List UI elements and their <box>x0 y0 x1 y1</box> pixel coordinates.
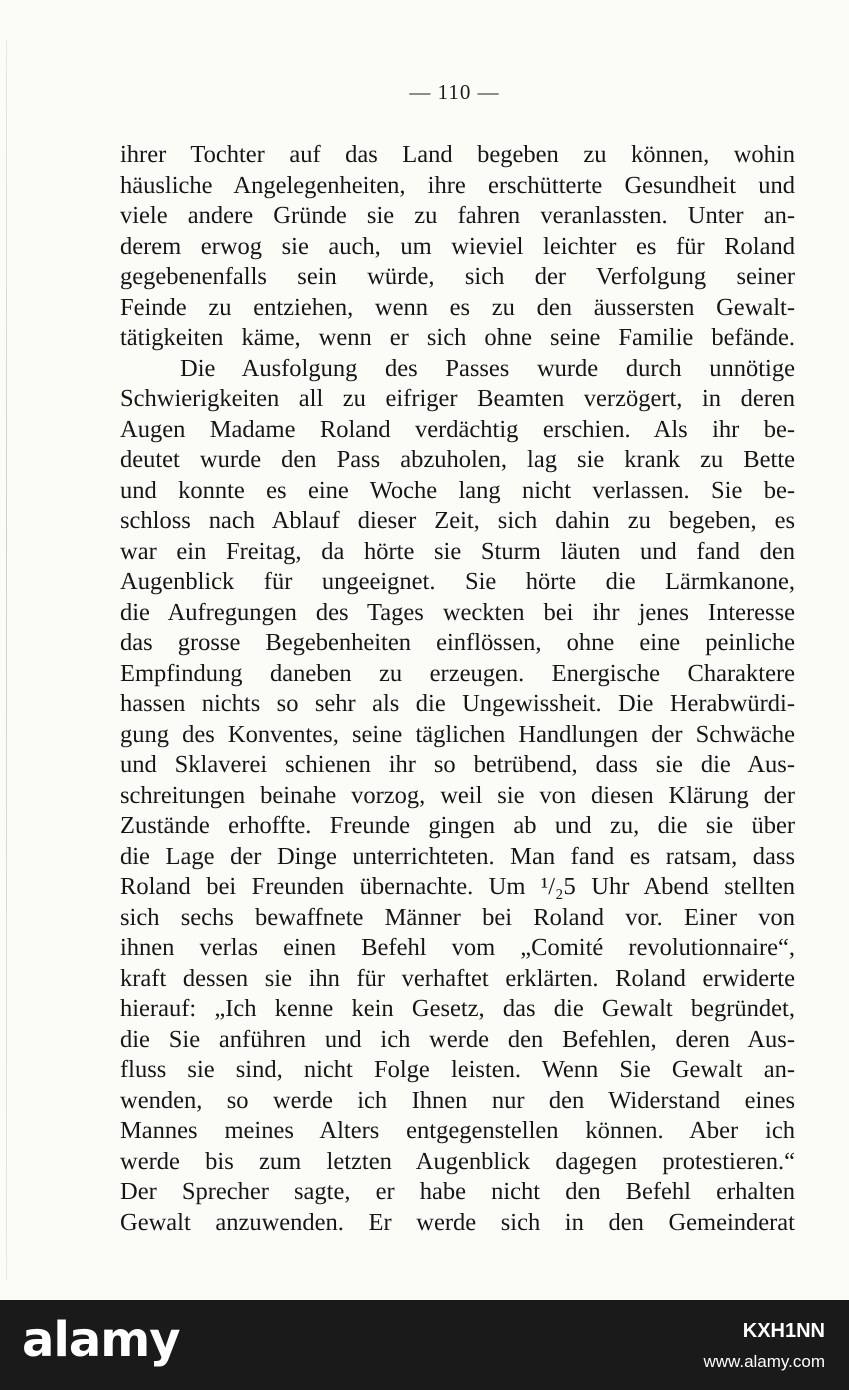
text-line: die Lage der Dinge unterrichteten. Man fand es ratsam, dass <box>120 842 795 870</box>
text-line: Feinde zu entziehen, wenn es zu den äussersten Gewalt- <box>120 293 795 321</box>
text-line: und konnte es eine Woche lang nicht verlassen. Sie be- <box>120 476 795 504</box>
text-line: die Aufregungen des Tages weckten bei ihr jenes Interesse <box>120 598 795 626</box>
text-line: Augenblick für ungeeignet. Sie hörte die Lärmkanone, <box>120 568 795 595</box>
text-line: schloss nach Ablauf dieser Zeit, sich dahin zu begeben, es <box>120 507 795 534</box>
alamy-logo: alamy <box>22 1312 180 1368</box>
text-line: Empfindung daneben zu erzeugen. Energische Charaktere <box>120 659 795 687</box>
text-line: wenden, so werde ich Ihnen nur den Widerstand eines <box>120 1086 795 1114</box>
text-line: das grosse Begebenheiten einflössen, ohne eine peinliche <box>120 629 795 656</box>
text-line: deutet wurde den Pass abzuholen, lag sie krank zu Bette <box>120 446 795 473</box>
text-line: kraft dessen sie ihn für verhaftet erklärten. Roland erwiderte <box>120 964 795 992</box>
text-line: Gewalt anzuwenden. Er werde sich in den Gemeinderat <box>120 1208 795 1236</box>
watermark-banner <box>0 1300 849 1390</box>
text-line-paragraph-end: tätigkeiten käme, wenn er sich ohne seine Familie befände. <box>120 324 795 351</box>
text-line: viele andere Gründe sie zu fahren veranlassten. Unter an- <box>120 202 795 229</box>
text-line: sich sechs bewaffnete Männer bei Roland vor. Einer von <box>120 903 795 931</box>
page-scan-edge <box>6 40 7 1280</box>
text-line: hierauf: „Ich kenne kein Gesetz, das die Gewalt begründet, <box>120 995 795 1022</box>
text-line: ihrer Tochter auf das Land begeben zu können, wohin <box>120 141 795 168</box>
text-line: ihnen verlas einen Befehl vom „Comité revolutionnaire“, <box>120 934 795 961</box>
text-line: Zustände erhoffte. Freunde gingen ab und zu, die sie über <box>120 812 795 839</box>
text-line: häusliche Angelegenheiten, ihre erschütterte Gesundheit und <box>120 171 795 199</box>
text-line: Mannes meines Alters entgegenstellen können. Aber ich <box>120 1117 795 1144</box>
text-line: derem erwog sie auch, um wieviel leichter es für Roland <box>120 232 795 260</box>
text-line: werde bis zum letzten Augenblick dagegen protestieren.“ <box>120 1147 795 1175</box>
text-line: Der Sprecher sagte, er habe nicht den Befehl erhalten <box>120 1178 795 1205</box>
text-line: war ein Freitag, da hörte sie Sturm läuten und fand den <box>120 537 795 565</box>
text-line: Schwierigkeiten all zu eifriger Beamten verzögert, in deren <box>120 385 795 412</box>
text-line: die Sie anführen und ich werde den Befehlen, deren Aus- <box>120 1025 795 1053</box>
text-line: und Sklaverei schienen ihr so betrübend, dass sie die Aus- <box>120 751 795 778</box>
body-text <box>120 140 795 1238</box>
image-id: KXH1NN <box>742 1320 825 1342</box>
text-line-paragraph-start: Die Ausfolgung des Passes wurde durch unnötige <box>180 354 795 382</box>
text-line: gung des Konventes, seine täglichen Handlungen der Schwäche <box>120 720 795 748</box>
text-line: hassen nichts so sehr als die Ungewissheit. Die Herabwürdi- <box>120 690 795 717</box>
text-line: Roland bei Freunden übernachte. Um ¹/₂5 Uhr Abend stellten <box>120 873 795 900</box>
text-line: schreitungen beinahe vorzog, weil sie von diesen Klärung der <box>120 781 795 809</box>
site-url: www.alamy.com <box>703 1352 825 1371</box>
text-line: Augen Madame Roland verdächtig erschien. Als ihr be- <box>120 415 795 443</box>
text-line: gegebenenfalls sein würde, sich der Verfolgung seiner <box>120 263 795 290</box>
page-number: — 110 — <box>409 80 500 104</box>
text-line: fluss sie sind, nicht Folge leisten. Wenn Sie Gewalt an- <box>120 1056 795 1083</box>
